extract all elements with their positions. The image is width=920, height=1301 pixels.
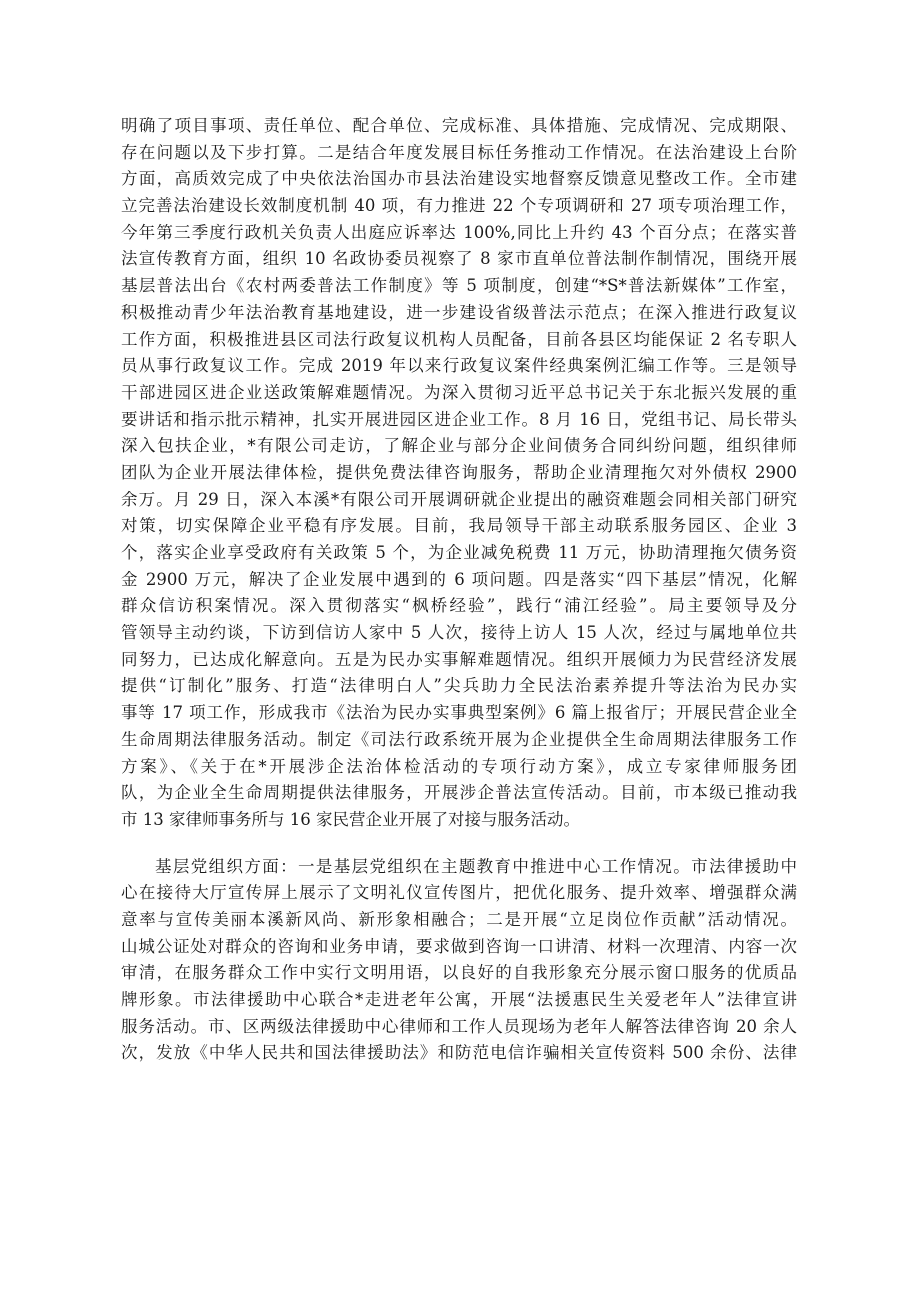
text-line: 山城公证处对群众的咨询和业务申请，要求做到咨询一口讲清、材料一次理清、内容一次 — [121, 936, 797, 956]
text-line: 存在问题以及下步打算。二是结合年度发展目标任务推动工作情况。在法治建设上台阶 — [121, 142, 797, 162]
text-line: 干部进园区进企业送政策解难题情况。为深入贯彻习近平总书记关于东北振兴发展的重 — [121, 382, 797, 402]
text-line: 对策，切实保障企业平稳有序发展。目前，我局领导干部主动联系服务园区、企业 3 — [121, 516, 797, 536]
text-line: 个，落实企业享受政府有关政策 5 个，为企业减免税费 11 万元，协助清理拖欠债务资 — [121, 543, 797, 562]
paragraph-party-organization — [121, 854, 797, 1068]
paragraph-gap — [121, 834, 797, 854]
text-line: 员从事行政复议工作。完成 2019 年以来行政复议案件经典案例汇编工作等。三是领导 — [121, 356, 797, 376]
text-line: 团队为企业开展法律体检，提供免费法律咨询服务，帮助企业清理拖欠对外债权 2900 — [121, 462, 797, 482]
text-line: 牌形象。市法律援助中心联合*走进老年公寓，开展“法援惠民生关爱老年人”法律宣讲 — [121, 990, 797, 1009]
text-line: 积极推动青少年法治教育基地建设，进一步建设省级普法示范点；在深入推进行政复议 — [121, 302, 797, 322]
text-line: 市 13 家律师事务所与 16 家民营企业开展了对接与服务活动。 — [121, 809, 580, 829]
text-line: 同努力，已达成化解意向。五是为民办实事解难题情况。组织开展倾力为民营经济发展 — [121, 649, 797, 669]
text-line: 心在接待大厅宣传屏上展示了文明礼仪宣传图片，把优化服务、提升效率、增强群众满 — [121, 883, 797, 903]
text-line: 今年第三季度行政机关负责人出庭应诉率达 100%,同比上升约 43 个百分点；在落实普 — [121, 222, 797, 242]
document-body — [121, 113, 797, 1067]
text-line: 要讲话和指示批示精神，扎实开展进园区进企业工作。8 月 16 日，党组书记、局长带头 — [121, 409, 797, 429]
text-line: 基层普法出台《农村两委普法工作制度》等 5 项制度，创建“*S*普法新媒体”工作室， — [121, 276, 797, 296]
text-line: 生命周期法律服务活动。制定《司法行政系统开展为企业提供全生命周期法律服务工作 — [121, 729, 797, 749]
text-line: 意率与宣传美丽本溪新风尚、新形象相融合；二是开展“立足岗位作贡献”活动情况。 — [121, 909, 797, 929]
text-line: 群众信访积案情况。深入贯彻落实“枫桥经验”，践行“浦江经验”。局主要领导及分 — [121, 596, 797, 616]
text-line: 管领导主动约谈，下访到信访人家中 5 人次，接待上访人 15 人次，经过与属地单位共 — [121, 623, 797, 643]
text-line: 方案》、《关于在*开展涉企法治体检活动的专项行动方案》，成立专家律师服务团 — [121, 756, 797, 776]
text-line: 立完善法治建设长效制度机制 40 项，有力推进 22 个专项调研和 27 项专项治理工作， — [121, 196, 797, 216]
text-line: 法宣传教育方面，组织 10 名政协委员视察了 8 家市直单位普法制作制情况，围绕开展 — [121, 249, 797, 269]
text-line: 深入包扶企业，*有限公司走访，了解企业与部分企业间债务合同纠纷问题，组织律师 — [121, 436, 797, 456]
text-line: 提供“订制化”服务、打造“法律明白人”尖兵助力全民法治素养提升等法治为民办实 — [121, 676, 797, 696]
paragraph-work-progress — [121, 113, 797, 834]
text-line: 队，为企业全生命周期提供法律服务，开展涉企普法宣传活动。目前，市本级已推动我 — [121, 783, 797, 803]
text-line: 事等 17 项工作，形成我市《法治为民办实事典型案例》6 篇上报省厅；开展民营企业全 — [121, 703, 797, 723]
text-line: 明确了项目事项、责任单位、配合单位、完成标准、具体措施、完成情况、完成期限、 — [121, 116, 797, 135]
text-line: 工作方面，积极推进县区司法行政复议机构人员配备，目前各县区均能保证 2 名专职人 — [121, 329, 797, 349]
text-line: 余万。月 29 日，深入本溪*有限公司开展调研就企业提出的融资难题会同相关部门研究 — [121, 489, 797, 509]
text-line: 次，发放《中华人民共和国法律援助法》和防范电信诈骗相关宣传资料 500 余份、法律 — [121, 1043, 797, 1063]
text-line: 审清，在服务群众工作中实行文明用语，以良好的自我形象充分展示窗口服务的优质品 — [121, 963, 797, 983]
text-line: 方面，高质效完成了中央依法治国办市县法治建设实地督察反馈意见整改工作。全市建 — [121, 169, 797, 189]
text-line: 服务活动。市、区两级法律援助中心律师和工作人员现场为老年人解答法律咨询 20 余人 — [121, 1016, 797, 1036]
text-line: 金 2900 万元，解决了企业发展中遇到的 6 项问题。四是落实“四下基层”情况，化解 — [121, 569, 797, 589]
text-line: 基层党组织方面：一是基层党组织在主题教育中推进中心工作情况。市法律援助中 — [155, 856, 797, 876]
